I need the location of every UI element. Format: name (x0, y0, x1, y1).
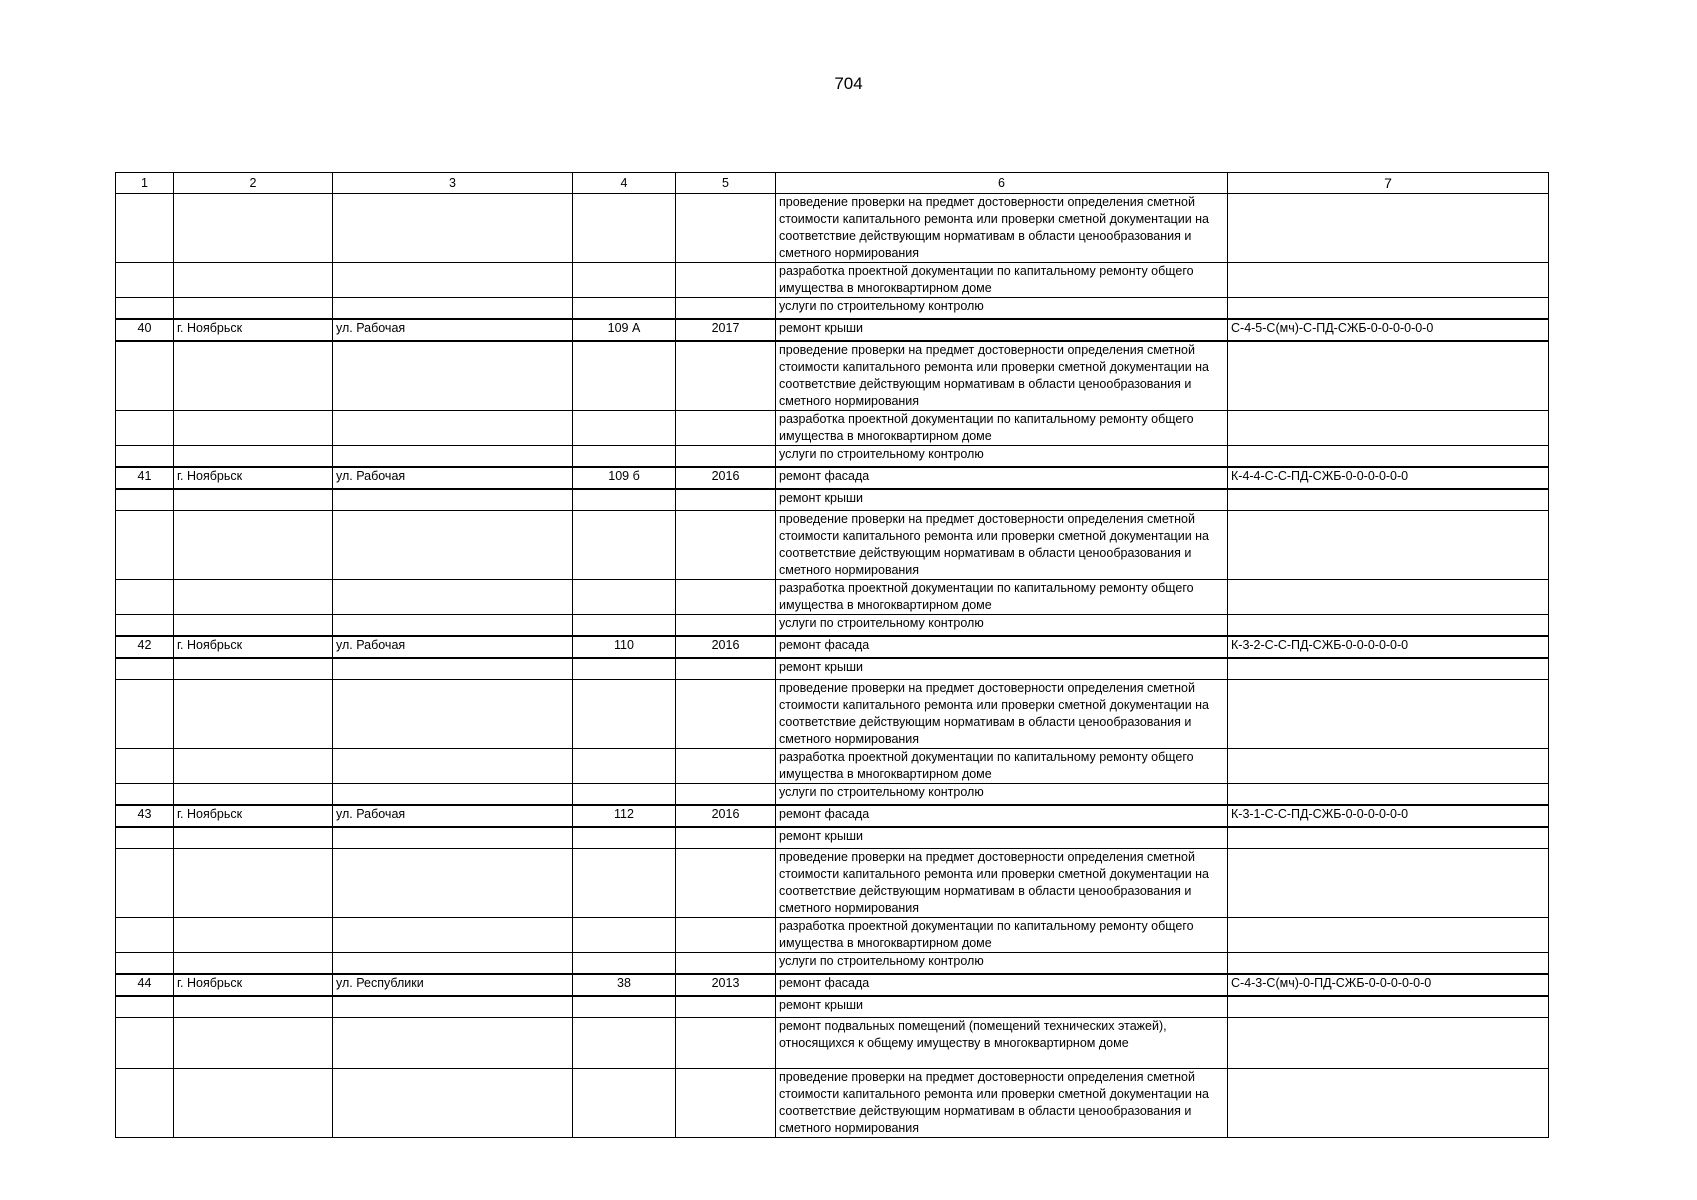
row-number: 41 (116, 467, 174, 489)
house-number-cell (573, 263, 676, 298)
street-cell (333, 298, 573, 320)
code-cell: К-4-4-С-С-ПД-СЖБ-0-0-0-0-0-0 (1228, 467, 1549, 489)
header-col-6: 6 (776, 173, 1228, 194)
city-cell (174, 580, 333, 615)
year-cell (676, 1018, 776, 1069)
row-number (116, 580, 174, 615)
table-row (116, 658, 1549, 680)
year-cell: 2013 (676, 974, 776, 996)
work-type-cell: разработка проектной документации по капитальному ремонту общего имущества в многоквартирном доме (776, 411, 1228, 446)
year-cell (676, 489, 776, 511)
code-cell (1228, 849, 1549, 918)
house-number-cell (573, 996, 676, 1018)
year-cell (676, 953, 776, 975)
row-number (116, 411, 174, 446)
row-number (116, 658, 174, 680)
code-cell (1228, 263, 1549, 298)
table-row (116, 918, 1549, 953)
year-cell (676, 1069, 776, 1138)
code-cell (1228, 1018, 1549, 1069)
row-number (116, 953, 174, 975)
code-cell (1228, 615, 1549, 637)
city-cell (174, 511, 333, 580)
row-number (116, 263, 174, 298)
row-number (116, 615, 174, 637)
row-number: 42 (116, 636, 174, 658)
city-cell (174, 658, 333, 680)
house-number-cell (573, 580, 676, 615)
table-row (116, 511, 1549, 580)
year-cell (676, 615, 776, 637)
code-cell (1228, 194, 1549, 263)
street-cell: ул. Рабочая (333, 467, 573, 489)
row-number: 40 (116, 319, 174, 341)
code-cell (1228, 953, 1549, 975)
table-row (116, 996, 1549, 1018)
street-cell (333, 996, 573, 1018)
city-cell (174, 918, 333, 953)
year-cell (676, 827, 776, 849)
house-number-cell: 109 А (573, 319, 676, 341)
house-number-cell (573, 849, 676, 918)
row-number: 44 (116, 974, 174, 996)
city-cell: г. Ноябрьск (174, 467, 333, 489)
table-row (116, 319, 1549, 341)
table-header-row (116, 173, 1549, 194)
work-type-cell: ремонт крыши (776, 319, 1228, 341)
city-cell: г. Ноябрьск (174, 636, 333, 658)
house-number-cell (573, 953, 676, 975)
house-number-cell (573, 194, 676, 263)
table-row (116, 974, 1549, 996)
year-cell: 2016 (676, 467, 776, 489)
street-cell: ул. Рабочая (333, 319, 573, 341)
city-cell (174, 194, 333, 263)
row-number (116, 298, 174, 320)
street-cell (333, 918, 573, 953)
house-number-cell: 112 (573, 805, 676, 827)
work-type-cell: ремонт фасада (776, 636, 1228, 658)
city-cell (174, 827, 333, 849)
street-cell (333, 411, 573, 446)
row-number (116, 446, 174, 468)
street-cell: ул. Республики (333, 974, 573, 996)
year-cell (676, 580, 776, 615)
city-cell: г. Ноябрьск (174, 319, 333, 341)
city-cell (174, 298, 333, 320)
street-cell: ул. Рабочая (333, 636, 573, 658)
code-cell (1228, 489, 1549, 511)
header-col-7: 7 (1228, 173, 1549, 194)
city-cell (174, 784, 333, 806)
work-type-cell: услуги по строительному контролю (776, 953, 1228, 975)
code-cell: С-4-3-С(мч)-0-ПД-СЖБ-0-0-0-0-0-0 (1228, 974, 1549, 996)
row-number (116, 784, 174, 806)
house-number-cell (573, 1018, 676, 1069)
city-cell (174, 411, 333, 446)
work-type-cell: разработка проектной документации по капитальному ремонту общего имущества в многоквартирном доме (776, 263, 1228, 298)
year-cell (676, 784, 776, 806)
street-cell (333, 827, 573, 849)
street-cell (333, 263, 573, 298)
table-row (116, 636, 1549, 658)
year-cell (676, 511, 776, 580)
year-cell (676, 680, 776, 749)
table-row (116, 467, 1549, 489)
city-cell (174, 849, 333, 918)
city-cell (174, 953, 333, 975)
work-type-cell: услуги по строительному контролю (776, 446, 1228, 468)
code-cell: К-3-1-С-С-ПД-СЖБ-0-0-0-0-0-0 (1228, 805, 1549, 827)
year-cell (676, 263, 776, 298)
city-cell (174, 749, 333, 784)
table-row (116, 849, 1549, 918)
table-body (116, 194, 1549, 1138)
code-cell (1228, 341, 1549, 411)
street-cell (333, 446, 573, 468)
work-type-cell: проведение проверки на предмет достоверности определения сметной стоимости капитального ремонта или проверки сметной документации на соответствие действующим нормативам в области ценообразования и сметного нормирования (776, 680, 1228, 749)
work-type-cell: разработка проектной документации по капитальному ремонту общего имущества в многоквартирном доме (776, 580, 1228, 615)
house-number-cell (573, 784, 676, 806)
year-cell (676, 996, 776, 1018)
work-type-cell: разработка проектной документации по капитальному ремонту общего имущества в многоквартирном доме (776, 918, 1228, 953)
street-cell (333, 194, 573, 263)
house-number-cell (573, 446, 676, 468)
work-type-cell: ремонт фасада (776, 467, 1228, 489)
table-row (116, 263, 1549, 298)
house-number-cell (573, 680, 676, 749)
code-cell (1228, 996, 1549, 1018)
city-cell (174, 1018, 333, 1069)
city-cell (174, 1069, 333, 1138)
year-cell: 2017 (676, 319, 776, 341)
row-number (116, 918, 174, 953)
work-type-cell: проведение проверки на предмет достоверности определения сметной стоимости капитального ремонта или проверки сметной документации на соответствие действующим нормативам в области ценообразования и сметного нормирования (776, 341, 1228, 411)
row-number (116, 341, 174, 411)
work-type-cell: ремонт крыши (776, 827, 1228, 849)
city-cell (174, 996, 333, 1018)
table-row (116, 805, 1549, 827)
house-number-cell: 110 (573, 636, 676, 658)
code-cell (1228, 658, 1549, 680)
street-cell (333, 1069, 573, 1138)
work-type-cell: разработка проектной документации по капитальному ремонту общего имущества в многоквартирном доме (776, 749, 1228, 784)
row-number (116, 1018, 174, 1069)
city-cell: г. Ноябрьск (174, 805, 333, 827)
row-number (116, 996, 174, 1018)
work-type-cell: услуги по строительному контролю (776, 615, 1228, 637)
code-cell: С-4-5-С(мч)-С-ПД-СЖБ-0-0-0-0-0-0 (1228, 319, 1549, 341)
table-row (116, 341, 1549, 411)
work-type-cell: ремонт крыши (776, 658, 1228, 680)
table-row (116, 1018, 1549, 1069)
code-cell (1228, 680, 1549, 749)
row-number (116, 1069, 174, 1138)
house-number-cell: 38 (573, 974, 676, 996)
street-cell (333, 749, 573, 784)
street-cell (333, 849, 573, 918)
street-cell (333, 511, 573, 580)
year-cell (676, 918, 776, 953)
year-cell: 2016 (676, 636, 776, 658)
row-number (116, 680, 174, 749)
row-number (116, 749, 174, 784)
page-number: 704 (834, 74, 863, 93)
year-cell (676, 298, 776, 320)
house-number-cell (573, 749, 676, 784)
house-number-cell (573, 615, 676, 637)
code-cell (1228, 511, 1549, 580)
city-cell (174, 263, 333, 298)
code-cell (1228, 784, 1549, 806)
table-row (116, 489, 1549, 511)
year-cell (676, 849, 776, 918)
work-type-cell: ремонт подвальных помещений (помещений технических этажей), относящихся к общему имуществу в многоквартирном доме (776, 1018, 1228, 1069)
house-number-cell (573, 411, 676, 446)
street-cell (333, 489, 573, 511)
street-cell (333, 615, 573, 637)
street-cell (333, 658, 573, 680)
code-cell (1228, 827, 1549, 849)
row-number (116, 489, 174, 511)
work-type-cell: проведение проверки на предмет достоверности определения сметной стоимости капитального ремонта или проверки сметной документации на соответствие действующим нормативам в области ценообразования и сметного нормирования (776, 194, 1228, 263)
year-cell (676, 341, 776, 411)
house-number-cell (573, 918, 676, 953)
work-type-cell: услуги по строительному контролю (776, 784, 1228, 806)
table-row (116, 1069, 1549, 1138)
house-number-cell (573, 658, 676, 680)
table-row (116, 615, 1549, 637)
year-cell (676, 658, 776, 680)
table-row (116, 784, 1549, 806)
table-row (116, 827, 1549, 849)
code-cell (1228, 1069, 1549, 1138)
work-type-cell: ремонт фасада (776, 974, 1228, 996)
header-col-2: 2 (174, 173, 333, 194)
street-cell: ул. Рабочая (333, 805, 573, 827)
table-row (116, 446, 1549, 468)
street-cell (333, 953, 573, 975)
row-number (116, 849, 174, 918)
work-type-cell: ремонт крыши (776, 996, 1228, 1018)
city-cell (174, 615, 333, 637)
code-cell (1228, 580, 1549, 615)
work-type-cell: проведение проверки на предмет достоверности определения сметной стоимости капитального ремонта или проверки сметной документации на соответствие действующим нормативам в области ценообразования и сметного нормирования (776, 1069, 1228, 1138)
work-type-cell: ремонт фасада (776, 805, 1228, 827)
city-cell (174, 489, 333, 511)
street-cell (333, 1018, 573, 1069)
table-row (116, 580, 1549, 615)
year-cell (676, 446, 776, 468)
code-cell (1228, 749, 1549, 784)
year-cell (676, 411, 776, 446)
table-row (116, 680, 1549, 749)
table-row (116, 411, 1549, 446)
header-col-4: 4 (573, 173, 676, 194)
header-col-5: 5 (676, 173, 776, 194)
code-cell (1228, 918, 1549, 953)
city-cell (174, 446, 333, 468)
street-cell (333, 580, 573, 615)
house-number-cell (573, 489, 676, 511)
table-row (116, 194, 1549, 263)
table-row (116, 953, 1549, 975)
work-type-cell: услуги по строительному контролю (776, 298, 1228, 320)
work-type-cell: проведение проверки на предмет достоверности определения сметной стоимости капитального ремонта или проверки сметной документации на соответствие действующим нормативам в области ценообразования и сметного нормирования (776, 511, 1228, 580)
house-number-cell: 109 б (573, 467, 676, 489)
code-cell (1228, 411, 1549, 446)
table-row (116, 298, 1549, 320)
code-cell (1228, 298, 1549, 320)
house-number-cell (573, 1069, 676, 1138)
year-cell (676, 749, 776, 784)
year-cell: 2016 (676, 805, 776, 827)
house-number-cell (573, 298, 676, 320)
capital-repair-table (115, 172, 1549, 1138)
city-cell (174, 341, 333, 411)
work-type-cell: проведение проверки на предмет достоверности определения сметной стоимости капитального ремонта или проверки сметной документации на соответствие действующим нормативам в области ценообразования и сметного нормирования (776, 849, 1228, 918)
house-number-cell (573, 341, 676, 411)
row-number (116, 194, 174, 263)
work-type-cell: ремонт крыши (776, 489, 1228, 511)
code-cell (1228, 446, 1549, 468)
city-cell (174, 680, 333, 749)
house-number-cell (573, 827, 676, 849)
house-number-cell (573, 511, 676, 580)
header-col-1: 1 (116, 173, 174, 194)
table-row (116, 749, 1549, 784)
street-cell (333, 784, 573, 806)
row-number: 43 (116, 805, 174, 827)
street-cell (333, 341, 573, 411)
street-cell (333, 680, 573, 749)
year-cell (676, 194, 776, 263)
row-number (116, 511, 174, 580)
code-cell: К-3-2-С-С-ПД-СЖБ-0-0-0-0-0-0 (1228, 636, 1549, 658)
row-number (116, 827, 174, 849)
city-cell: г. Ноябрьск (174, 974, 333, 996)
header-col-3: 3 (333, 173, 573, 194)
